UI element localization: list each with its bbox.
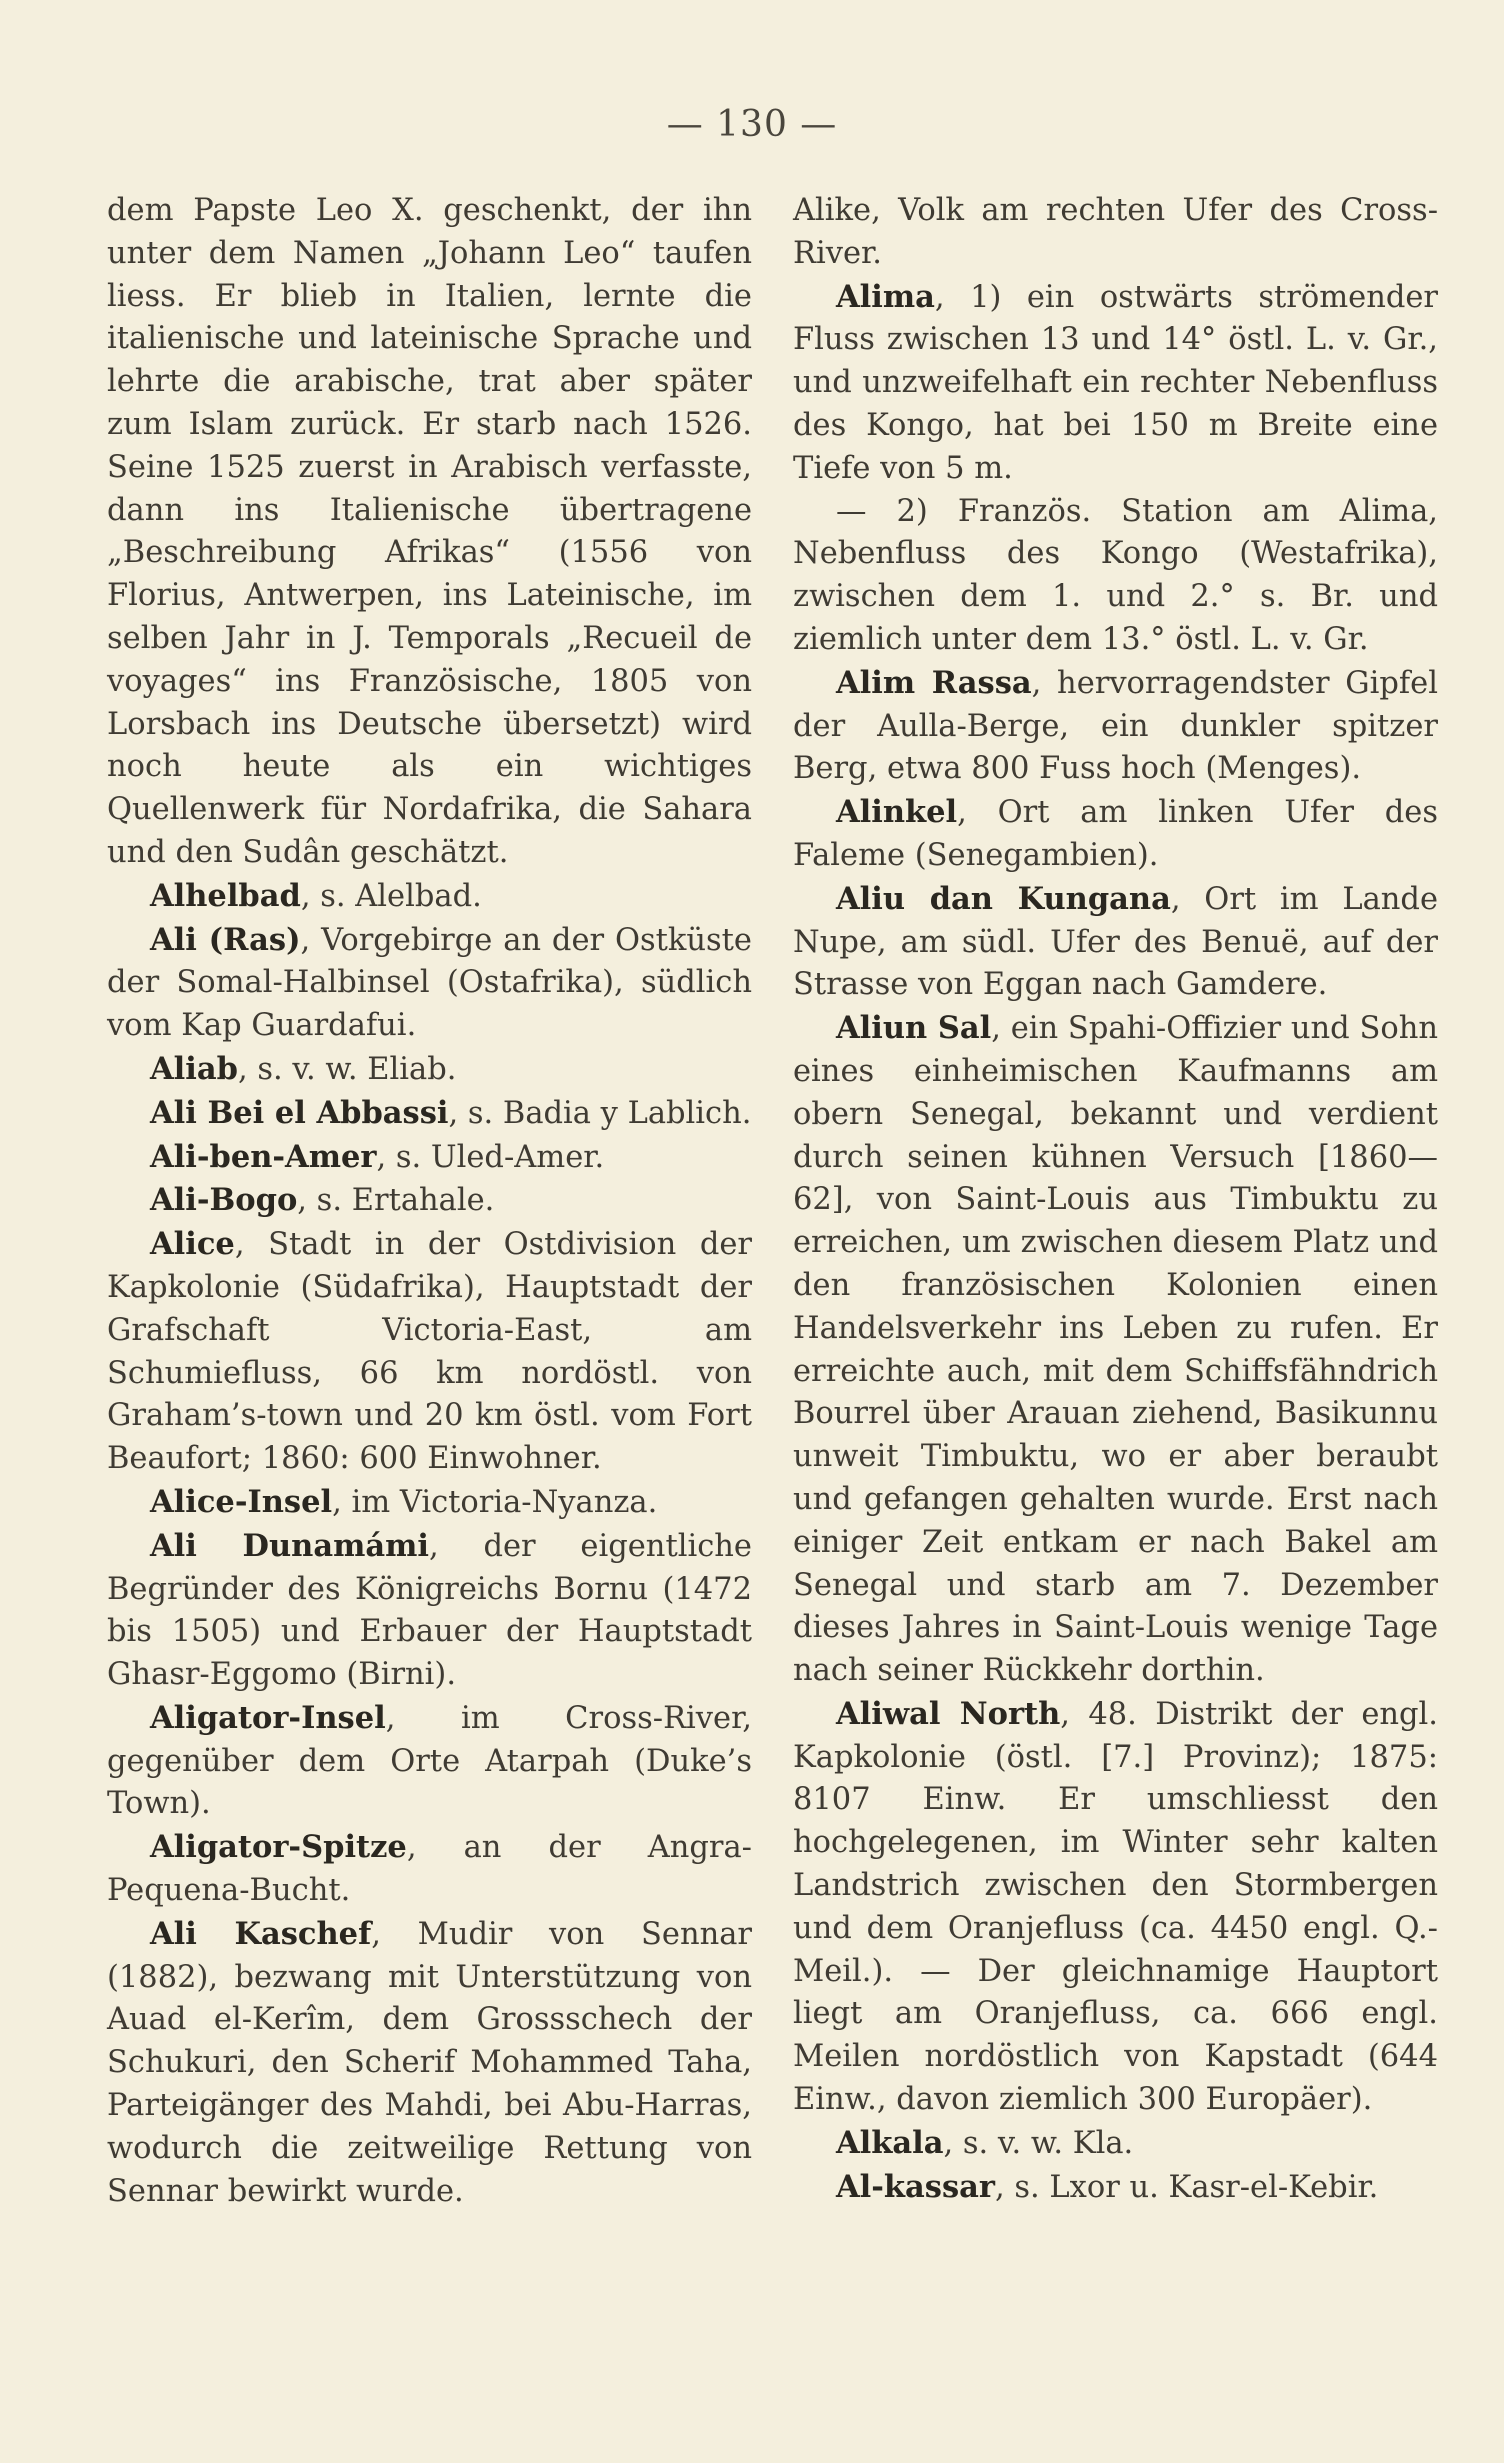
entry-headword: Aligator-Spitze (150, 1829, 407, 1866)
entry-text: , s. Alelbad. (300, 878, 482, 914)
entry-text: , s. Ertahale. (297, 1183, 495, 1219)
entry-headword: Ali Kaschef (150, 1915, 372, 1952)
entry-ali-kaschef (107, 1913, 752, 2214)
entry-headword: Aligator-Insel (150, 1699, 386, 1736)
entry-text: dem Papste Leo X. geschenkt, der ihn unter dem Namen „Johann Leo“ taufen liess. Er blieb in Italien, lernte die italienische und lateinische Sprache und lehrte die arabische, trat aber später zum Islam zurück. Er starb nach 1526. Seine 1525 zuerst in Arabisch verfasste, dann ins Italienische übertragene „Beschreibung Afrikas“ (1556 von Florius, Antwerpen, ins Lateinische, im selben Jahr in J. Temporals „Recueil de voyages“ ins Französische, 1805 von Lorsbach ins Deutsche übersetzt) wird noch heute als ein wichtiges Quellenwerk für Nordafrika, die Sahara und den Sudân geschätzt. (107, 193, 752, 870)
entry-alhelbad (107, 875, 752, 919)
entry-aliun-sal (793, 1007, 1438, 1693)
entry-headword: Alim Rassa (836, 664, 1032, 701)
entry-continuation (107, 190, 752, 875)
entry-alkala (793, 2122, 1438, 2166)
entry-headword: Aliwal North (836, 1695, 1061, 1732)
entry-ali-bei-el-abbassi (107, 1092, 752, 1136)
entry-text: , der eigentliche Begründer des Königreichs Bornu (1472 bis 1505) und Erbauer der Hauptstadt Ghasr-Eggomo (Birni). (107, 1528, 752, 1693)
entry-alinkel (793, 791, 1438, 878)
entry-headword: Alice-Insel (150, 1483, 333, 1520)
entry-text: , s. Lxor u. Kasr-el-Kebir. (994, 2169, 1379, 2205)
left-column (107, 190, 752, 2213)
entry-headword: Ali-Bogo (150, 1182, 298, 1219)
entry-ali-ras (107, 919, 752, 1048)
entry-headword: Aliu dan Kungana (836, 880, 1171, 917)
entry-text: Alike, Volk am rechten Ufer des Cross-River. (793, 193, 1438, 271)
entry-headword: Ali Dunamámi (150, 1527, 429, 1564)
entry-aligator-insel (107, 1697, 752, 1826)
entry-headword: Alinkel (836, 794, 958, 831)
entry-headword: Ali-ben-Amer (150, 1138, 377, 1175)
entry-headword: Aliab (150, 1050, 238, 1087)
entry-text: , Vorgebirge an der Ostküste der Somal-Halbinsel (Ostafrika), südlich vom Kap Guardafui. (107, 922, 752, 1044)
entry-aliu-dan-kungana (793, 878, 1438, 1007)
entry-text: , ein Spahi-Offizier und Sohn eines einheimischen Kaufmanns am obern Senegal, bekannt und verdient durch seinen kühnen Versuch [1860—62], von Saint-Louis aus Timbuktu zu erreichen, um zwischen diesem Platz und den französischen Kolonien einen Handelsverkehr ins Leben zu rufen. Er erreichte auch, mit dem Schiffsfähndrich Bourrel über Arauan ziehend, Basikunnu unweit Timbuktu, wo er aber beraubt und gefangen gehalten wurde. Erst nach einiger Zeit entkam er nach Bakel am Senegal und starb am 7. Dezember dieses Jahres in Saint-Louis wenige Tage nach seiner Rückkehr dorthin. (793, 1011, 1438, 1689)
entry-headword: Alima (836, 278, 935, 315)
entry-alima-2 (793, 491, 1438, 662)
entry-aligator-spitze (107, 1826, 752, 1913)
entry-headword: Al-kassar (836, 2168, 995, 2205)
entry-headword: Alice (150, 1226, 235, 1263)
entry-ali-dunamami (107, 1525, 752, 1697)
entry-text: — 2) Französ. Station am Alima, Nebenfluss des Kongo (Westafrika), zwischen dem 1. und 2.° s. Br. und ziemlich unter dem 13.° östl. L. v. Gr. (793, 493, 1438, 657)
entry-headword: Alhelbad (150, 877, 301, 914)
right-column (793, 190, 1438, 2209)
entry-text: , im Cross-River, gegenüber dem Orte Atarpah (Duke’s Town). (107, 1700, 752, 1822)
entry-alim-rassa (793, 662, 1438, 791)
page-number: — 130 — (666, 104, 838, 145)
entry-text: , s. v. w. Eliab. (237, 1051, 457, 1087)
entry-text: , im Victoria-Nyanza. (332, 1484, 658, 1520)
entry-alike (793, 190, 1438, 276)
entry-headword: Alkala (836, 2124, 944, 2161)
entry-aliab (107, 1048, 752, 1092)
entry-text: , an der Angra-Pequena-Bucht. (107, 1830, 752, 1909)
entry-text: , Ort am linken Ufer des Faleme (Senegambien). (793, 795, 1438, 873)
entry-text: , hervorragendster Gipfel der Aulla-Berge, ein dunkler spitzer Berg, etwa 800 Fuss hoch (Menges). (793, 665, 1438, 787)
entry-text: , s. Badia y Lablich. (448, 1095, 752, 1131)
entry-alice-insel (107, 1481, 752, 1525)
entry-headword: Ali (Ras) (150, 921, 301, 958)
entry-text: , s. Uled-Amer. (376, 1139, 605, 1175)
entry-text: , 1) ein ostwärts strömender Fluss zwischen 13 und 14° östl. L. v. Gr., und unzweifelhaft ein rechter Nebenfluss des Kongo, hat bei 150 m Breite eine Tiefe von 5 m. (793, 279, 1438, 486)
entry-text: , 48. Distrikt der engl. Kapkolonie (östl. [7.] Provinz); 1875: 8107 Einw. Er umschliesst den hochgelegenen, im Winter sehr kalten Landstrich zwischen den Stormbergen und dem Oranjefluss (ca. 4450 engl. Q.-Meil.). — Der gleichnamige Hauptort liegt am Oranjefluss, ca. 666 engl. Meilen nordöstlich von Kapstadt (644 Einw., davon ziemlich 300 Europäer). (793, 1696, 1438, 2118)
entry-text: , Mudir von Sennar (1882), bezwang mit Unterstützung von Auad el-Kerîm, dem Grossschech der Schukuri, den Scherif Mohammed Taha, Parteigänger des Mahdi, bei Abu-Harras, wodurch die zeitweilige Rettung von Sennar bewirkt wurde. (107, 1916, 753, 2209)
entry-headword: Ali Bei el Abbassi (150, 1094, 449, 1131)
entry-text: , Stadt in der Ostdivision der Kapkolonie (Südafrika), Hauptstadt der Grafschaft Victoria-East, am Schumiefluss, 66 km nordöstl. von Graham’s-town und 20 km östl. vom Fort Beaufort; 1860: 600 Einwohner. (107, 1227, 752, 1477)
entry-alice (107, 1223, 752, 1481)
entry-text: , s. v. w. Kla. (943, 2125, 1134, 2161)
entry-al-kassar (793, 2166, 1438, 2210)
entry-alima (793, 276, 1438, 491)
entry-headword: Aliun Sal (836, 1010, 992, 1047)
entry-ali-bogo (107, 1179, 752, 1223)
entry-ali-ben-amer (107, 1136, 752, 1180)
entry-aliwal-north (793, 1693, 1438, 2122)
entry-text: , Ort im Lande Nupe, am südl. Ufer des Benuë, auf der Strasse von Eggan nach Gamdere. (793, 881, 1438, 1003)
